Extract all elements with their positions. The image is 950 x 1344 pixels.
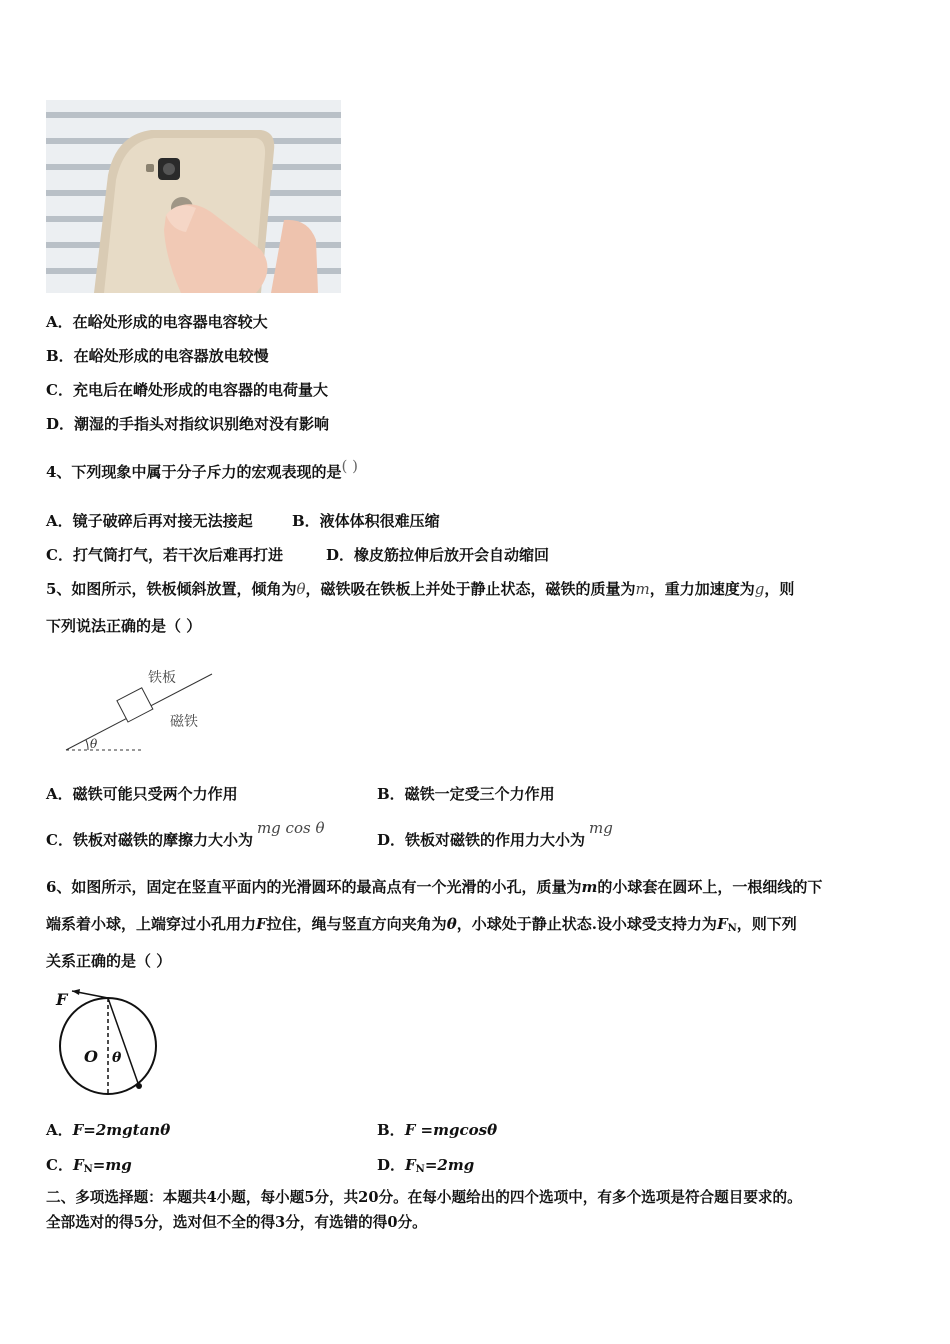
q6-theta: θ [446,915,457,933]
q5-option-a: A．磁铁可能只受两个力作用 [46,785,238,803]
q6-stem-part3: 端系着小球，上端穿过小孔用力 [46,915,257,933]
q4-paren: ( ) [341,457,358,475]
q6-F: F [256,915,267,933]
q5-incline-figure [60,660,220,755]
q6-option-c-rest: =mg [92,1156,132,1174]
label-magnet: 磁铁 [170,713,198,729]
q5-stem-part2: ，磁铁吸在铁板上并处于静止状态，磁铁的质量为 [305,580,636,598]
small-ball [136,1083,142,1089]
q5-stem-part1: 5、如图所示，铁板倾斜放置，倾角为 [46,580,297,598]
q4-option-b: B．液体体积很难压缩 [292,512,440,530]
q6-option-c [46,1155,132,1180]
q5-g: g [754,580,765,598]
label-iron-plate: 铁板 [148,669,176,685]
q5-m: m [635,580,650,598]
q4-option-c: C．打气筒打气，若干次后难再打进 [46,546,283,564]
q6-stem-part5: ，小球处于静止状态.设小球受支持力为 [456,915,717,933]
q5-option-c-formula: mg cos θ [256,819,325,837]
q6-option-d [377,1155,474,1180]
q5-stem-part4: ，则 [764,580,795,598]
section2-line1: 二、多项选择题：本题共4小题，每小题5分，共20分。在每小题给出的四个选项中，有多个选项是符合题目要求的。 [46,1189,802,1206]
angle-arc [86,740,88,750]
label-theta: θ [112,1050,122,1066]
q6-stem-part2: 的小球套在圆环上，一根细线的下 [597,878,823,896]
q6-stem-line2 [46,914,797,939]
q5-option-d [377,819,613,850]
q5-option-d-formula: mg [589,819,613,837]
q4-stem [46,457,358,482]
q4-option-a: A．镜子破碎后再对接无法接起 [46,512,253,530]
label-O: O [84,1047,98,1066]
q6-stem-part6: ，则下列 [736,915,797,933]
q6-option-b-prefix: B． [377,1121,405,1139]
q6-option-a-expr: F=2mgtanθ [72,1121,171,1139]
q6-option-a [46,1120,170,1140]
phone-photo-illustration [46,100,341,293]
q6-option-d-prefix: D． [377,1156,406,1174]
q6-stem-line3: 关系正确的是（ ） [46,952,172,970]
q3-option-a: A．在峪处形成的电容器电容较大 [46,313,268,331]
q5-option-c-text: C．铁板对磁铁的摩擦力大小为 [46,831,253,849]
label-F: F [56,990,68,1009]
section2-line2: 全部选对的得5分，选对但不全的得3分，有选错的得0分。 [46,1214,427,1231]
fingerprint-phone-photo [46,100,341,293]
q6-option-d-sub: N [415,1164,425,1175]
q3-option-c: C．充电后在嵴处形成的电容器的电荷量大 [46,381,328,399]
q6-option-b [377,1120,497,1140]
force-arrowhead [72,989,80,995]
magnet-box [117,688,153,722]
q6-m: m [581,878,598,896]
q6-option-a-prefix: A． [46,1121,73,1139]
q5-option-b: B．磁铁一定受三个力作用 [377,785,555,803]
q5-option-c [46,819,325,850]
q4-option-d: D．橡皮筋拉伸后放开会自动缩回 [326,546,550,564]
label-theta: θ [90,737,98,751]
q6-option-d-rest: =2mg [424,1156,475,1174]
q6-stem-line1 [46,877,822,897]
q3-option-b: B．在峪处形成的电容器放电较慢 [46,347,269,365]
q5-theta: θ [296,580,306,598]
q6-stem-part4: 拉住，绳与竖直方向夹角为 [266,915,447,933]
q5-option-d-text: D．铁板对磁铁的作用力大小为 [377,831,586,849]
q6-stem-part1: 6、如图所示，固定在竖直平面内的光滑圆环的最高点有一个光滑的小孔，质量为 [46,878,582,896]
q6-option-c-prefix: C． [46,1156,73,1174]
q6-option-c-F: F [72,1156,84,1174]
string-line [108,998,139,1086]
q6-option-c-sub: N [83,1164,93,1175]
q6-option-b-expr: F =mgcosθ [404,1121,498,1139]
q5-stem-line1 [46,579,794,599]
q5-stem-part3: ，重力加速度为 [649,580,755,598]
q6-FN: F [716,915,728,933]
q6-option-d-F: F [405,1156,416,1174]
q3-option-d: D．潮湿的手指头对指纹识别绝对没有影响 [46,415,330,433]
q5-stem-line2: 下列说法正确的是（ ） [46,617,202,635]
q4-stem-text: 4、下列现象中属于分子斥力的宏观表现的是 [46,463,342,481]
q6-FN-sub: N [727,923,737,934]
q6-ring-figure [50,985,165,1100]
